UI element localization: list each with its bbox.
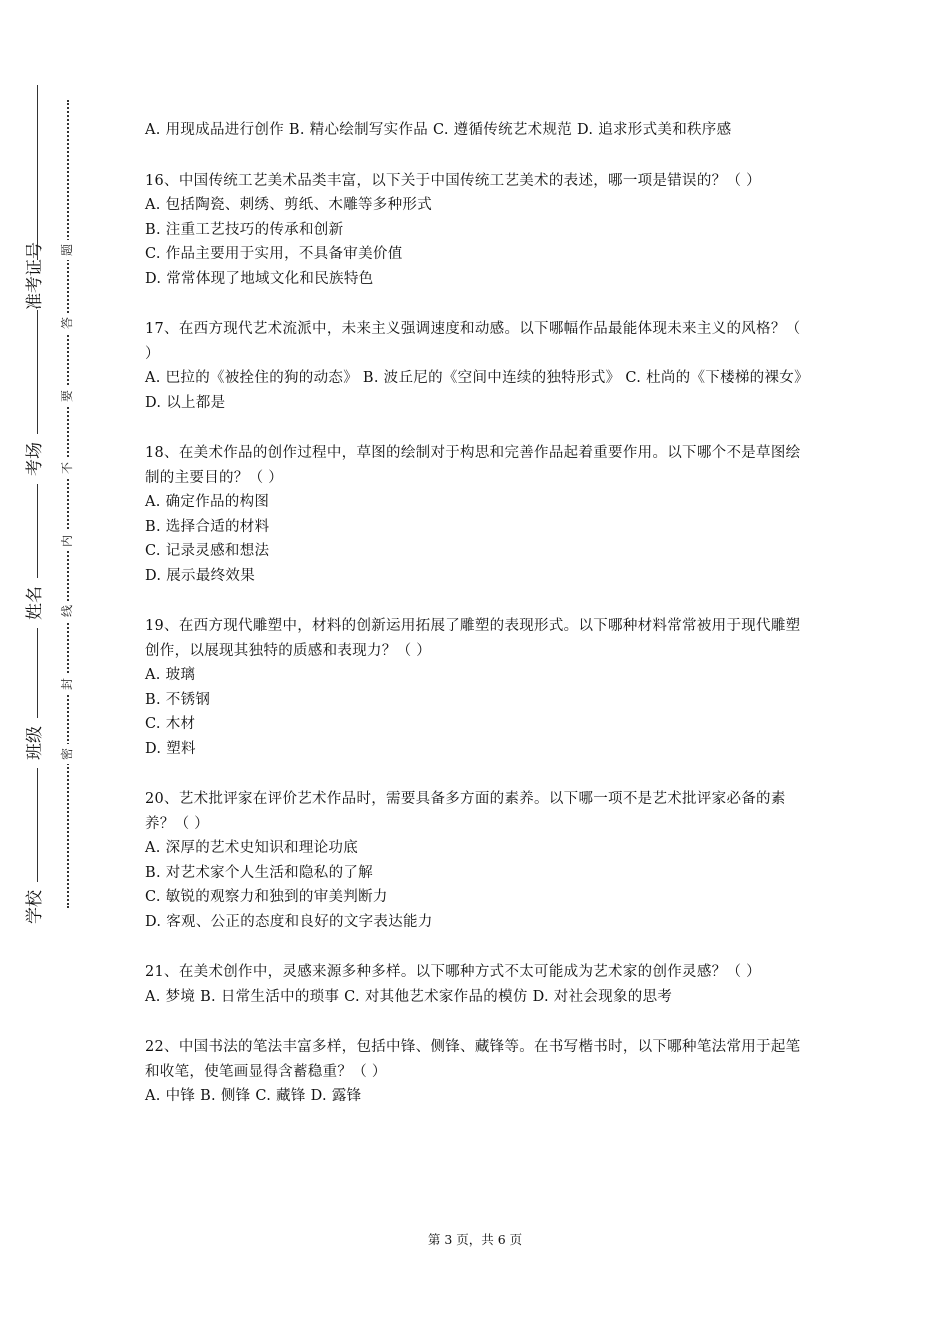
seal-char: 内 [60,531,74,551]
option: A. 中锋 B. 侧锋 C. 藏锋 D. 露锋 [145,1088,362,1104]
field-label-exam-id: 准考证号 [25,242,45,310]
field-label-school: 学校 [24,882,46,932]
option: A. 梦境 B. 日常生活中的琐事 C. 对其他艺术家作品的模仿 D. 对社会现象的思考 [145,988,673,1005]
question-text: 18、在美术作品的创作过程中，草图的绘制对于构思和完善作品起着重要作用。以下哪个不是草图绘制的主要目的？（ ） [145,445,801,486]
question-text: 17、在西方现代艺术流派中，未来主义强调速度和动感。以下哪幅作品最能体现未来主义的风格？（ ） [145,321,801,362]
question-15-options [145,118,810,143]
option: C. 木材 [145,716,196,732]
question-list [145,118,810,1135]
question-17 [145,317,810,415]
field-label-name: 姓名 [24,578,46,628]
option: A. 深厚的艺术史知识和理论功底 [145,840,358,856]
field-label-class: 班级 [24,718,46,768]
page-number: 第 3 页，共 6 页 [427,1232,523,1247]
option: B. 注重工艺技巧的传承和创新 [145,221,344,238]
field-label-exam-room: 考场 [24,434,46,484]
seal-char: 封 [60,674,74,694]
option: D. 塑料 [145,740,196,757]
seal-char: 密 [60,744,74,764]
seal-char: 要 [60,386,74,406]
option: A. 玻璃 [145,667,196,683]
question-22 [145,1035,810,1109]
option: A. 巴拉的《被拴住的狗的动态》 B. 波丘尼的《空间中连续的独特形式》 C. 杜尚的《下楼梯的裸女》 D. 以上都是 [145,370,809,411]
option: A. 包括陶瓷、刺绣、剪纸、木雕等多种形式 [145,197,432,213]
seal-char: 题 [60,240,74,260]
seal-char: 答 [60,313,74,333]
option: A. 确定作品的构图 [145,494,270,510]
option: C. 敏锐的观察力和独到的审美判断力 [145,889,388,905]
option: B. 不锈钢 [145,691,211,708]
question-19 [145,614,810,761]
question-20 [145,787,810,934]
option: B. 选择合适的材料 [145,518,270,535]
option: D. 展示最终效果 [145,567,256,584]
seal-char: 不 [60,458,74,478]
option: B. 对艺术家个人生活和隐私的了解 [145,864,373,881]
option: D. 客观、公正的态度和良好的文字表达能力 [145,913,433,930]
binding-dotted-line [67,100,69,908]
option: C. 记录灵感和想法 [145,543,270,559]
question-text: 20、艺术批评家在评价艺术作品时，需要具备多方面的素养。以下哪一项不是艺术批评家必备的素养？（ ） [145,791,786,832]
question-text: 19、在西方现代雕塑中，材料的创新运用拓展了雕塑的表现形式。以下哪种材料常常被用于现代雕塑创作，以展现其独特的质感和表现力？（ ） [145,618,801,659]
question-text: 16、中国传统工艺美术品类丰富，以下关于中国传统工艺美术的表述，哪一项是错误的？（ ） [145,172,761,189]
question-text: 21、在美术创作中，灵感来源多种多样。以下哪种方式不太可能成为艺术家的创作灵感？（ ） [145,964,761,980]
option: D. 常常体现了地域文化和民族特色 [145,270,374,287]
question-text: 22、中国书法的笔法丰富多样，包括中锋、侧锋、藏锋等。在书写楷书时，以下哪种笔法常用于起笔和收笔，使笔画显得含蓄稳重？（ ） [145,1039,801,1080]
question-16 [145,169,810,292]
question-text: A. 用现成品进行创作 B. 精心绘制写实作品 C. 遵循传统艺术规范 D. 追求形式美和秩序感 [145,122,732,138]
option: C. 作品主要用于实用，不具备审美价值 [145,246,403,262]
seal-char: 线 [60,601,74,621]
binding-solid-line [37,85,38,930]
question-21 [145,960,810,1009]
question-18 [145,441,810,588]
